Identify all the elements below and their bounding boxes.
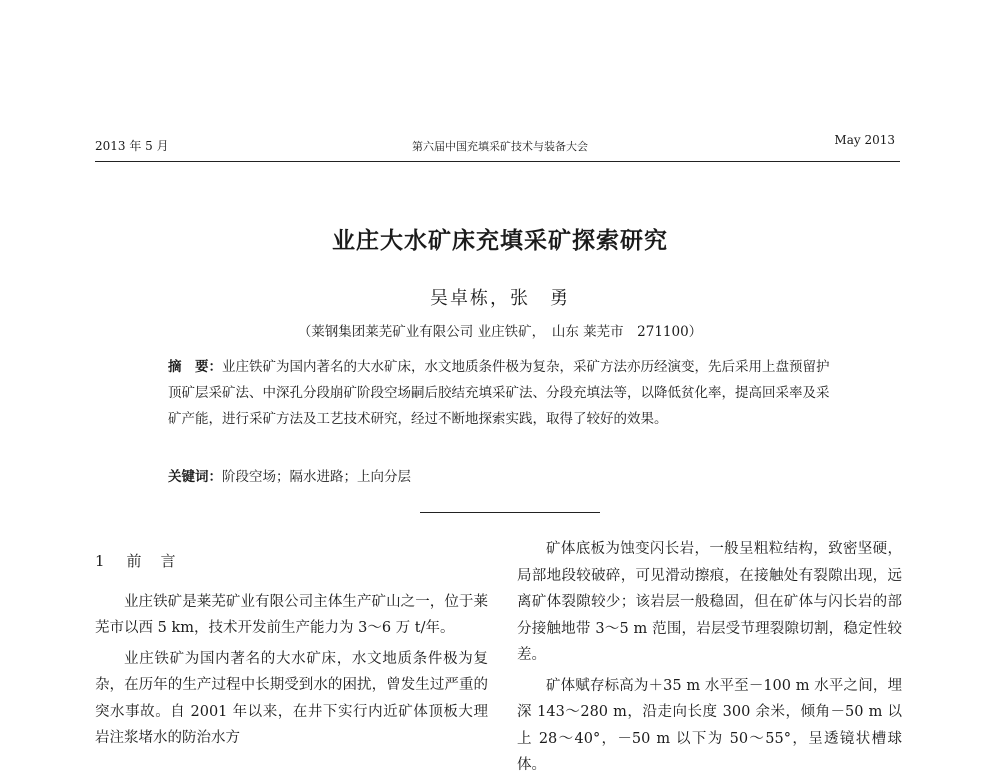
paragraph: 矿体赋存标高为＋35 m 水平至－100 m 水平之间，埋深 143～280 m，沿走向长度 300 余米，倾角－50 m 以上 28～40°，－50 m 以下为 50～55°，呈透镜状槽球体。 xyxy=(517,677,902,773)
header-date: 2013 年 5 月 xyxy=(95,139,169,153)
paragraph: 矿体底板为蚀变闪长岩，一般呈粗粒结构，致密坚硬，局部地段较破碎，可见滑动擦痕，在接触处有裂隙出现，远离矿体裂隙较少；该岩层一般稳固，但在矿体与闪长岩的部分接触地带 3～5 m 范围，岩层受节理裂隙切割，稳定性较差。 xyxy=(517,541,902,663)
abstract xyxy=(168,354,838,432)
paragraph: 业庄铁矿为国内著名的大水矿床，水文地质条件极为复杂，在历年的生产过程中长期受到水的困扰，曾发生过严重的突水事故。自 2001 年以来，在井下实行内近矿体顶板大理岩注浆堵水的防治水方 xyxy=(95,650,488,746)
right-column xyxy=(517,536,902,783)
authors: 吴卓栋，张 勇 xyxy=(430,288,570,309)
abstract-label: 摘 要： xyxy=(168,359,222,375)
keywords-text: 阶段空场；隔水进路；上向分层 xyxy=(222,469,411,485)
left-column xyxy=(95,548,488,756)
keywords xyxy=(168,465,411,485)
section-number: 1 xyxy=(95,552,107,570)
paper-title: 业庄大水矿床充填采矿探索研究 xyxy=(332,227,668,254)
affiliation: （莱钢集团莱芜矿业有限公司 业庄铁矿， 山东 莱芜市 271100） xyxy=(297,324,703,340)
section-heading xyxy=(95,548,488,575)
paragraph: 业庄铁矿是莱芜矿业有限公司主体生产矿山之一，位于莱芜市以西 5 km，技术开发前生产能力为 3～6 万 t/年。 xyxy=(95,593,488,636)
section-divider xyxy=(420,512,600,513)
header-date-en: May 2013 xyxy=(834,133,895,147)
section-title: 前 言 xyxy=(126,552,178,570)
header-conference: 第六届中国充填采矿技术与装备大会 xyxy=(412,140,588,153)
keywords-label: 关键词： xyxy=(168,469,222,485)
abstract-text: 业庄铁矿为国内著名的大水矿床，水文地质条件极为复杂，采矿方法亦历经演变，先后采用上盘预留护顶矿层采矿法、中深孔分段崩矿阶段空场嗣后胶结充填采矿法、分段充填法等，以降低贫化率，提高回采率及采矿产能，进行采矿方法及工艺技术研究，经过不断地探索实践，取得了较好的效果。 xyxy=(168,359,830,427)
header-rule xyxy=(95,161,900,162)
